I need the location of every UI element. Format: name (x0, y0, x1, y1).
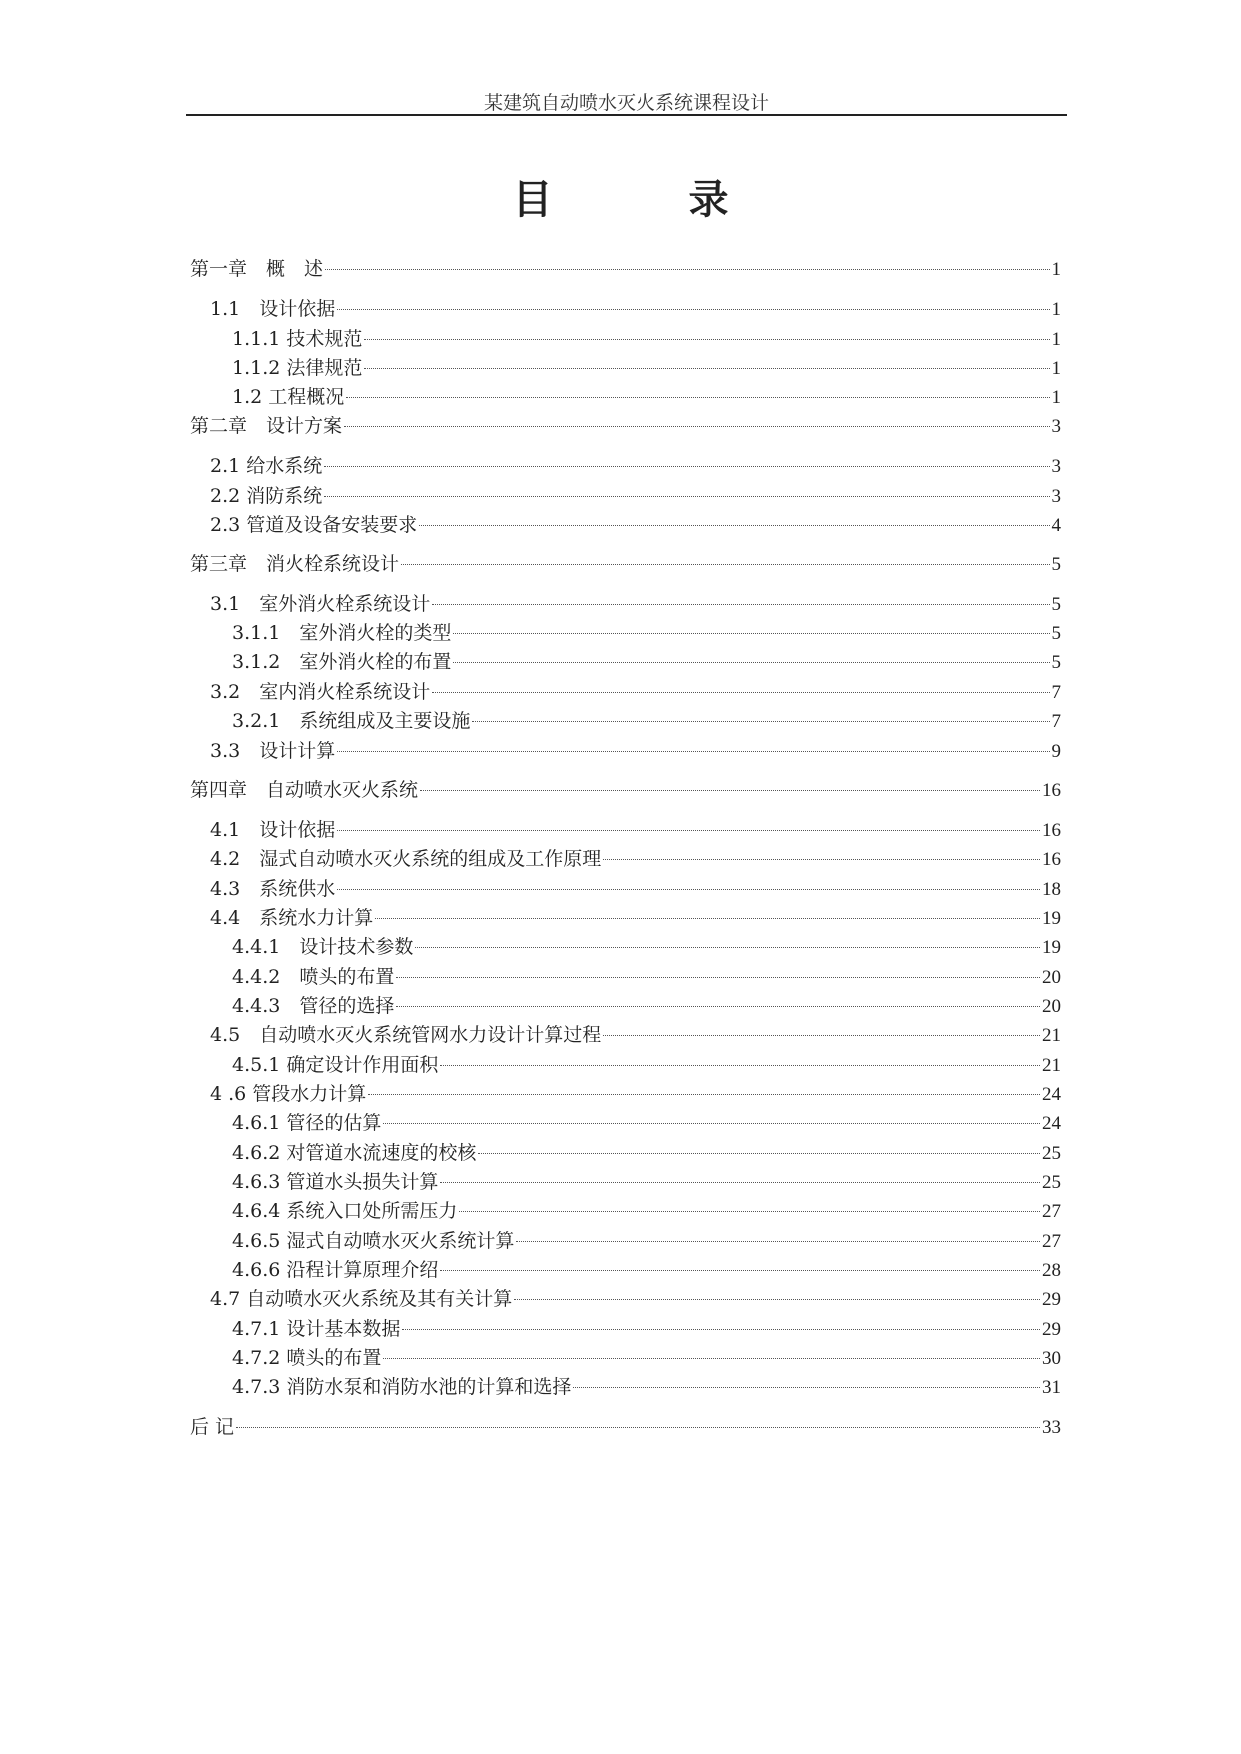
toc-entry-page-number: 30 (1042, 1348, 1061, 1369)
toc-entry-label: 4.5 自动喷水灭火系统管网水力设计计算过程 (210, 1024, 602, 1046)
toc-entry-page-number: 5 (1051, 652, 1061, 673)
toc-entry[interactable] (232, 964, 1061, 990)
dot-leader (337, 309, 1049, 310)
toc-entry[interactable] (190, 256, 1061, 282)
dot-leader (478, 1153, 1040, 1154)
dot-leader (324, 496, 1049, 497)
toc-entry[interactable] (190, 551, 1061, 577)
toc-entry-page-number: 16 (1042, 780, 1061, 801)
toc-entry-label: 2.1 给水系统 (210, 455, 323, 477)
toc-entry-page-number: 1 (1051, 387, 1061, 408)
toc-entry-label: 4.4.3 管径的选择 (232, 995, 395, 1017)
toc-entry-label: 3.1.2 室外消火栓的布置 (232, 651, 452, 673)
dot-leader (603, 1035, 1040, 1036)
toc-entry[interactable] (232, 620, 1061, 646)
toc-entry[interactable] (210, 512, 1061, 538)
toc-entry-page-number: 24 (1042, 1084, 1061, 1105)
toc-entry-label: 1.1.2 法律规范 (232, 357, 363, 379)
toc-entry[interactable] (210, 738, 1061, 764)
toc-entry-label: 4.7 自动喷水灭火系统及其有关计算 (210, 1288, 513, 1310)
toc-entry-page-number: 16 (1042, 849, 1061, 870)
toc-entry-page-number: 21 (1042, 1055, 1061, 1076)
toc-entry-label: 4.4 系统水力计算 (210, 907, 374, 929)
toc-entry[interactable] (232, 993, 1061, 1019)
toc-entry-label: 4.7.3 消防水泵和消防水池的计算和选择 (232, 1376, 572, 1398)
toc-entry-page-number: 18 (1042, 879, 1061, 900)
toc-entry-page-number: 7 (1051, 711, 1061, 732)
toc-entry[interactable] (210, 817, 1061, 843)
toc-entry[interactable] (210, 876, 1061, 902)
toc-entry-label: 第三章 消火栓系统设计 (190, 553, 400, 575)
toc-entry[interactable] (210, 1022, 1061, 1048)
toc-entry-label: 3.1.1 室外消火栓的类型 (232, 622, 452, 644)
dot-leader (383, 1123, 1040, 1124)
dot-leader (440, 1270, 1040, 1271)
toc-entry-label: 后 记 (190, 1416, 235, 1438)
toc-entry[interactable] (210, 296, 1061, 322)
toc-entry[interactable] (232, 708, 1061, 734)
toc-entry-page-number: 28 (1042, 1260, 1061, 1281)
toc-entry-page-number: 27 (1042, 1231, 1061, 1252)
dot-leader (453, 633, 1049, 634)
dot-leader (368, 1094, 1040, 1095)
toc-entry[interactable] (210, 591, 1061, 617)
dot-leader (603, 859, 1040, 860)
toc-entry-page-number: 24 (1042, 1113, 1061, 1134)
dot-leader (432, 692, 1049, 693)
toc-entry-label: 3.2.1 系统组成及主要设施 (232, 710, 471, 732)
dot-leader (337, 889, 1040, 890)
dot-leader (375, 918, 1040, 919)
toc-entry[interactable] (190, 777, 1061, 803)
toc-entry-page-number: 25 (1042, 1172, 1061, 1193)
toc-entry-page-number: 29 (1042, 1319, 1061, 1340)
dot-leader (459, 1211, 1040, 1212)
toc-entry-page-number: 5 (1051, 623, 1061, 644)
toc-entry-page-number: 9 (1051, 741, 1061, 762)
toc-entry-label: 4.3 系统供水 (210, 878, 336, 900)
running-header: 某建筑自动喷水灭火系统课程设计 (483, 92, 769, 114)
toc-entry-page-number: 1 (1051, 259, 1061, 280)
toc-entry-page-number: 21 (1042, 1025, 1061, 1046)
toc-entry[interactable] (232, 1316, 1061, 1342)
dot-leader (432, 604, 1049, 605)
toc-entry-label: 4.5.1 确定设计作用面积 (232, 1054, 439, 1076)
toc-entry-page-number: 20 (1042, 996, 1061, 1017)
toc-entry[interactable] (210, 905, 1061, 931)
toc-entry[interactable] (232, 384, 1061, 410)
toc-entry[interactable] (210, 1286, 1061, 1312)
toc-entry-page-number: 5 (1051, 594, 1061, 615)
toc-entry-label: 第四章 自动喷水灭火系统 (190, 779, 419, 801)
dot-leader (440, 1182, 1040, 1183)
dot-leader (344, 426, 1049, 427)
toc-entry-label: 1.1 设计依据 (210, 298, 336, 320)
toc-entry[interactable] (232, 1110, 1061, 1136)
dot-leader (402, 1329, 1040, 1330)
toc-entry-page-number: 4 (1051, 515, 1061, 536)
toc-entry-page-number: 33 (1042, 1417, 1061, 1438)
toc-entry[interactable] (232, 649, 1061, 675)
toc-entry-label: 4.6.6 沿程计算原理介绍 (232, 1259, 439, 1281)
dot-leader (440, 1065, 1040, 1066)
toc-entry-label: 第二章 设计方案 (190, 415, 343, 437)
dot-leader (364, 368, 1049, 369)
toc-entry[interactable] (232, 1374, 1061, 1400)
toc-entry[interactable] (232, 1198, 1061, 1224)
toc-entry-page-number: 3 (1051, 456, 1061, 477)
toc-entry-page-number: 1 (1051, 358, 1061, 379)
toc-entry-label: 4.7.1 设计基本数据 (232, 1318, 401, 1340)
toc-entry-page-number: 31 (1042, 1377, 1061, 1398)
dot-leader (236, 1427, 1040, 1428)
toc-entry-page-number: 1 (1051, 329, 1061, 350)
toc-entry[interactable] (232, 1345, 1061, 1371)
toc-entry[interactable] (210, 679, 1061, 705)
toc-entry[interactable] (232, 934, 1061, 960)
toc-entry-label: 2.3 管道及设备安装要求 (210, 514, 418, 536)
toc-entry[interactable] (232, 1169, 1061, 1195)
toc-entry[interactable] (210, 1081, 1061, 1107)
toc-entry-page-number: 16 (1042, 820, 1061, 841)
toc-entry[interactable] (232, 326, 1061, 352)
toc-entry[interactable] (190, 1414, 1061, 1440)
dot-leader (453, 662, 1049, 663)
dot-leader (573, 1387, 1040, 1388)
toc-entry[interactable] (210, 483, 1061, 509)
dot-leader (514, 1299, 1040, 1300)
header-rule (186, 114, 1067, 116)
toc-entry-label: 4 .6 管段水力计算 (210, 1083, 367, 1105)
toc-entry-label: 4.6.1 管径的估算 (232, 1112, 382, 1134)
dot-leader (364, 339, 1049, 340)
toc-entry-page-number: 20 (1042, 967, 1061, 988)
toc-entry[interactable] (210, 453, 1061, 479)
dot-leader (346, 397, 1049, 398)
toc-entry-label: 4.4.2 喷头的布置 (232, 966, 395, 988)
dot-leader (337, 830, 1040, 831)
toc-entry-label: 4.6.5 湿式自动喷水灭火系统计算 (232, 1230, 515, 1252)
toc-entry[interactable] (210, 846, 1061, 872)
toc-entry-page-number: 3 (1051, 486, 1061, 507)
toc-entry-label: 3.1 室外消火栓系统设计 (210, 593, 431, 615)
toc-entry[interactable] (232, 1228, 1061, 1254)
dot-leader (396, 1006, 1040, 1007)
toc-entry-label: 3.3 设计计算 (210, 740, 336, 762)
toc-entry-label: 4.4.1 设计技术参数 (232, 936, 414, 958)
dot-leader (324, 466, 1049, 467)
toc-entry-label: 4.1 设计依据 (210, 819, 336, 841)
dot-leader (337, 751, 1049, 752)
dot-leader (325, 269, 1049, 270)
dot-leader (396, 977, 1040, 978)
toc-entry[interactable] (232, 355, 1061, 381)
toc-entry-page-number: 29 (1042, 1289, 1061, 1310)
toc-entry-page-number: 1 (1051, 299, 1061, 320)
page-title: 目 录 (512, 176, 777, 223)
dot-leader (401, 564, 1049, 565)
toc-entry[interactable] (190, 413, 1061, 439)
dot-leader (419, 525, 1049, 526)
toc-entry[interactable] (232, 1052, 1061, 1078)
dot-leader (415, 947, 1040, 948)
dot-leader (383, 1358, 1040, 1359)
toc-entry-label: 4.7.2 喷头的布置 (232, 1347, 382, 1369)
toc-entry[interactable] (232, 1140, 1061, 1166)
toc-entry-label: 3.2 室内消火栓系统设计 (210, 681, 431, 703)
toc-entry-page-number: 7 (1051, 682, 1061, 703)
dot-leader (472, 721, 1049, 722)
toc-entry-label: 2.2 消防系统 (210, 485, 323, 507)
toc-entry[interactable] (232, 1257, 1061, 1283)
toc-entry-page-number: 25 (1042, 1143, 1061, 1164)
toc-entry-label: 4.6.4 系统入口处所需压力 (232, 1200, 458, 1222)
toc-entry-page-number: 19 (1042, 937, 1061, 958)
dot-leader (516, 1241, 1040, 1242)
toc-entry-label: 4.6.2 对管道水流速度的校核 (232, 1142, 477, 1164)
toc-entry-label: 1.1.1 技术规范 (232, 328, 363, 350)
toc-entry-label: 4.6.3 管道水头损失计算 (232, 1171, 439, 1193)
toc-entry-label: 4.2 湿式自动喷水灭火系统的组成及工作原理 (210, 848, 602, 870)
dot-leader (420, 790, 1040, 791)
toc-entry-page-number: 27 (1042, 1201, 1061, 1222)
toc-entry-page-number: 19 (1042, 908, 1061, 929)
toc-entry-page-number: 5 (1051, 554, 1061, 575)
toc-entry-page-number: 3 (1051, 416, 1061, 437)
toc-entry-label: 第一章 概 述 (190, 258, 324, 280)
toc-entry-label: 1.2 工程概况 (232, 386, 345, 408)
